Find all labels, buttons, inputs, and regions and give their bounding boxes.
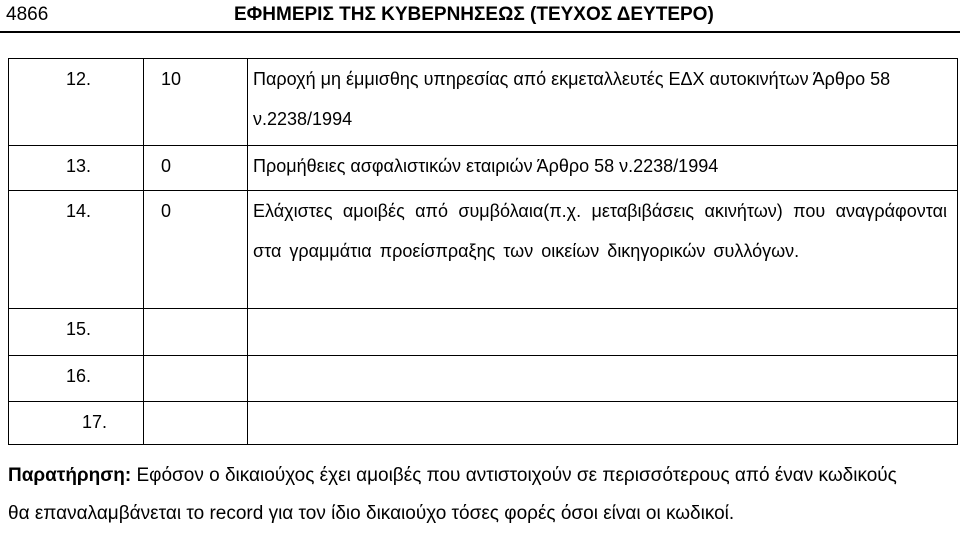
header-rule	[0, 31, 960, 33]
row-description	[248, 309, 958, 356]
row-code	[144, 309, 248, 356]
codes-table	[8, 58, 958, 445]
page-header	[6, 2, 954, 28]
row-description: Ελάχιστες αμοιβές από συμβόλαια(π.χ. μεταβιβάσεις ακινήτων) που αναγράφονται στα γραμμάτια προείσπραξης των οικείων δικηγορικών συλλόγων.	[248, 191, 958, 309]
table-row	[9, 356, 958, 402]
row-description: Προμήθειες ασφαλιστικών εταιριών Άρθρο 58 ν.2238/1994	[248, 146, 958, 191]
row-code: 0	[144, 191, 248, 309]
gazette-title: ΕΦΗΜΕΡΙΣ ΤΗΣ ΚΥΒΕΡΝΗΣΕΩΣ (ΤΕΥΧΟΣ ΔΕΥΤΕΡΟ)	[234, 4, 714, 25]
table-row	[9, 402, 958, 445]
row-number: 15.	[9, 309, 144, 356]
row-number: 14.	[9, 191, 144, 309]
note-paragraph	[8, 457, 913, 533]
row-number: 17.	[9, 402, 144, 445]
note-label: Παρατήρηση:	[8, 465, 132, 486]
note-text: Εφόσον ο δικαιούχος έχει αμοιβές που αντιστοιχούν σε περισσότερους από έναν κωδικούς θα επαναλαμβάνεται το record για τον ίδιο δικαιούχο τόσες φορές όσοι είναι οι κωδικοί.	[8, 465, 897, 524]
row-description: Παροχή μη έμμισθης υπηρεσίας από εκμεταλλευτές ΕΔΧ αυτοκινήτων Άρθρο 58 ν.2238/1994	[248, 59, 958, 146]
row-code	[144, 356, 248, 402]
row-number: 12.	[9, 59, 144, 146]
page-number: 4866	[6, 4, 49, 25]
row-description	[248, 356, 958, 402]
table-row	[9, 309, 958, 356]
table-row	[9, 59, 958, 146]
row-code	[144, 402, 248, 445]
row-description	[248, 402, 958, 445]
row-code: 10	[144, 59, 248, 146]
row-code: 0	[144, 146, 248, 191]
row-number: 13.	[9, 146, 144, 191]
table-row	[9, 191, 958, 309]
table-row	[9, 146, 958, 191]
row-number: 16.	[9, 356, 144, 402]
